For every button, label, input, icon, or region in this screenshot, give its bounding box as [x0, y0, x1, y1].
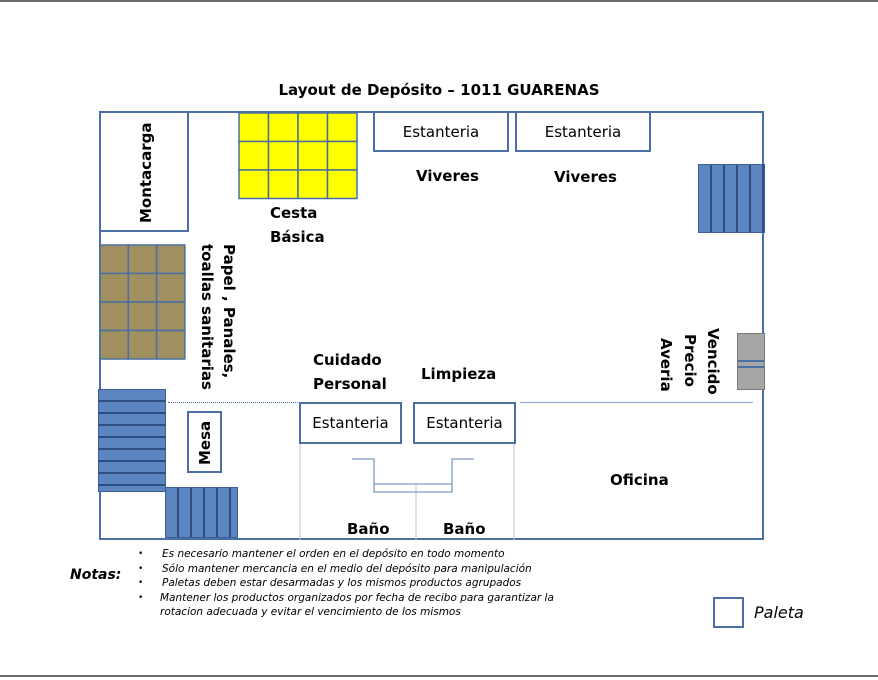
pallet-cell: [239, 113, 269, 142]
mesa-label: Mesa: [196, 420, 214, 466]
vencido-label-line1: Vencido: [704, 328, 722, 395]
bottom-rule: [0, 675, 878, 677]
cuidado-label-line1: Cuidado: [313, 351, 382, 369]
pallet-cell: [239, 170, 269, 199]
pallet-cell: [298, 170, 328, 199]
papel-label-line2: toallas sanitarias: [198, 244, 216, 390]
note-item: • Sólo mantener mercancia en el medio del depósito para manipulación: [138, 562, 532, 575]
cesta-basica-pallets: [238, 112, 358, 200]
pallet-cell: [298, 113, 328, 142]
montacarga-area: [99, 111, 189, 232]
cesta-label-line1: Cesta: [270, 204, 318, 222]
legend-label: Paleta: [754, 603, 804, 622]
cesta-label-line2: Básica: [270, 228, 325, 246]
pallet-cell: [157, 245, 185, 274]
pallet-cell: [100, 274, 128, 303]
montacarga-label: Montacarga: [137, 122, 155, 224]
bano-label-left: Baño: [347, 520, 390, 538]
pallet-cell: [328, 113, 358, 142]
legend-pallet-icon: [713, 597, 744, 628]
limpieza-label: Limpieza: [421, 365, 497, 383]
pallet-averia: [737, 333, 765, 390]
pallet-cell: [328, 170, 358, 199]
shelf-limpieza: Estanteria: [413, 402, 516, 444]
top-rule: [0, 0, 878, 2]
papel-pallets: [99, 244, 186, 360]
pallet-cell: [128, 245, 156, 274]
note-item: • Paletas deben estar desarmadas y los mismos productos agrupados: [138, 577, 522, 590]
pallet-stack-left: [98, 389, 166, 492]
pallet-stack-right-top: [698, 164, 765, 233]
papel-label-line1: Papel , Panales,: [220, 244, 238, 379]
pallet-cell: [298, 142, 328, 171]
pallet-cell: [157, 274, 185, 303]
pallet-cell: [157, 331, 185, 360]
bathroom-walls: [296, 440, 520, 540]
pallet-stack-bottom-left: [165, 487, 238, 538]
notes-label: Notas:: [70, 567, 122, 583]
vencido-label-line3: Averia: [657, 338, 675, 392]
pallet-cell: [128, 331, 156, 360]
page-title: Layout de Depósito – 1011 GUARENAS: [278, 81, 600, 99]
note-item: • Mantener los productos organizados por fecha de recibo para garantizar la rotacion adecuada y evitar el vencimiento de los mismos: [138, 591, 554, 619]
divider-left: [168, 402, 300, 403]
cuidado-label-line2: Personal: [313, 375, 387, 393]
shelf-cuidado: Estanteria: [299, 402, 402, 444]
pallet-cell: [269, 170, 299, 199]
pallet-cell: [239, 142, 269, 171]
mesa-table: [187, 411, 222, 473]
oficina-label: Oficina: [610, 471, 669, 489]
note-item: • Es necesario mantener el orden en el depósito en todo momento: [138, 548, 505, 560]
pallet-cell: [157, 302, 185, 331]
pallet-cell: [128, 302, 156, 331]
viveres-label-right: Viveres: [554, 168, 617, 186]
divider-right: [520, 402, 753, 403]
pallet-cell: [128, 274, 156, 303]
bano-label-right: Baño: [443, 520, 486, 538]
viveres-label-left: Viveres: [416, 167, 479, 185]
pallet-cell: [100, 302, 128, 331]
shelf-viveres-right: Estanteria: [515, 111, 651, 152]
vencido-label-line2: Precio: [681, 334, 699, 387]
pallet-cell: [328, 142, 358, 171]
notes-list: [138, 547, 608, 620]
pallet-cell: [100, 245, 128, 274]
shelf-viveres-left: Estanteria: [373, 111, 509, 152]
pallet-cell: [100, 331, 128, 360]
pallet-cell: [269, 113, 299, 142]
pallet-cell: [269, 142, 299, 171]
